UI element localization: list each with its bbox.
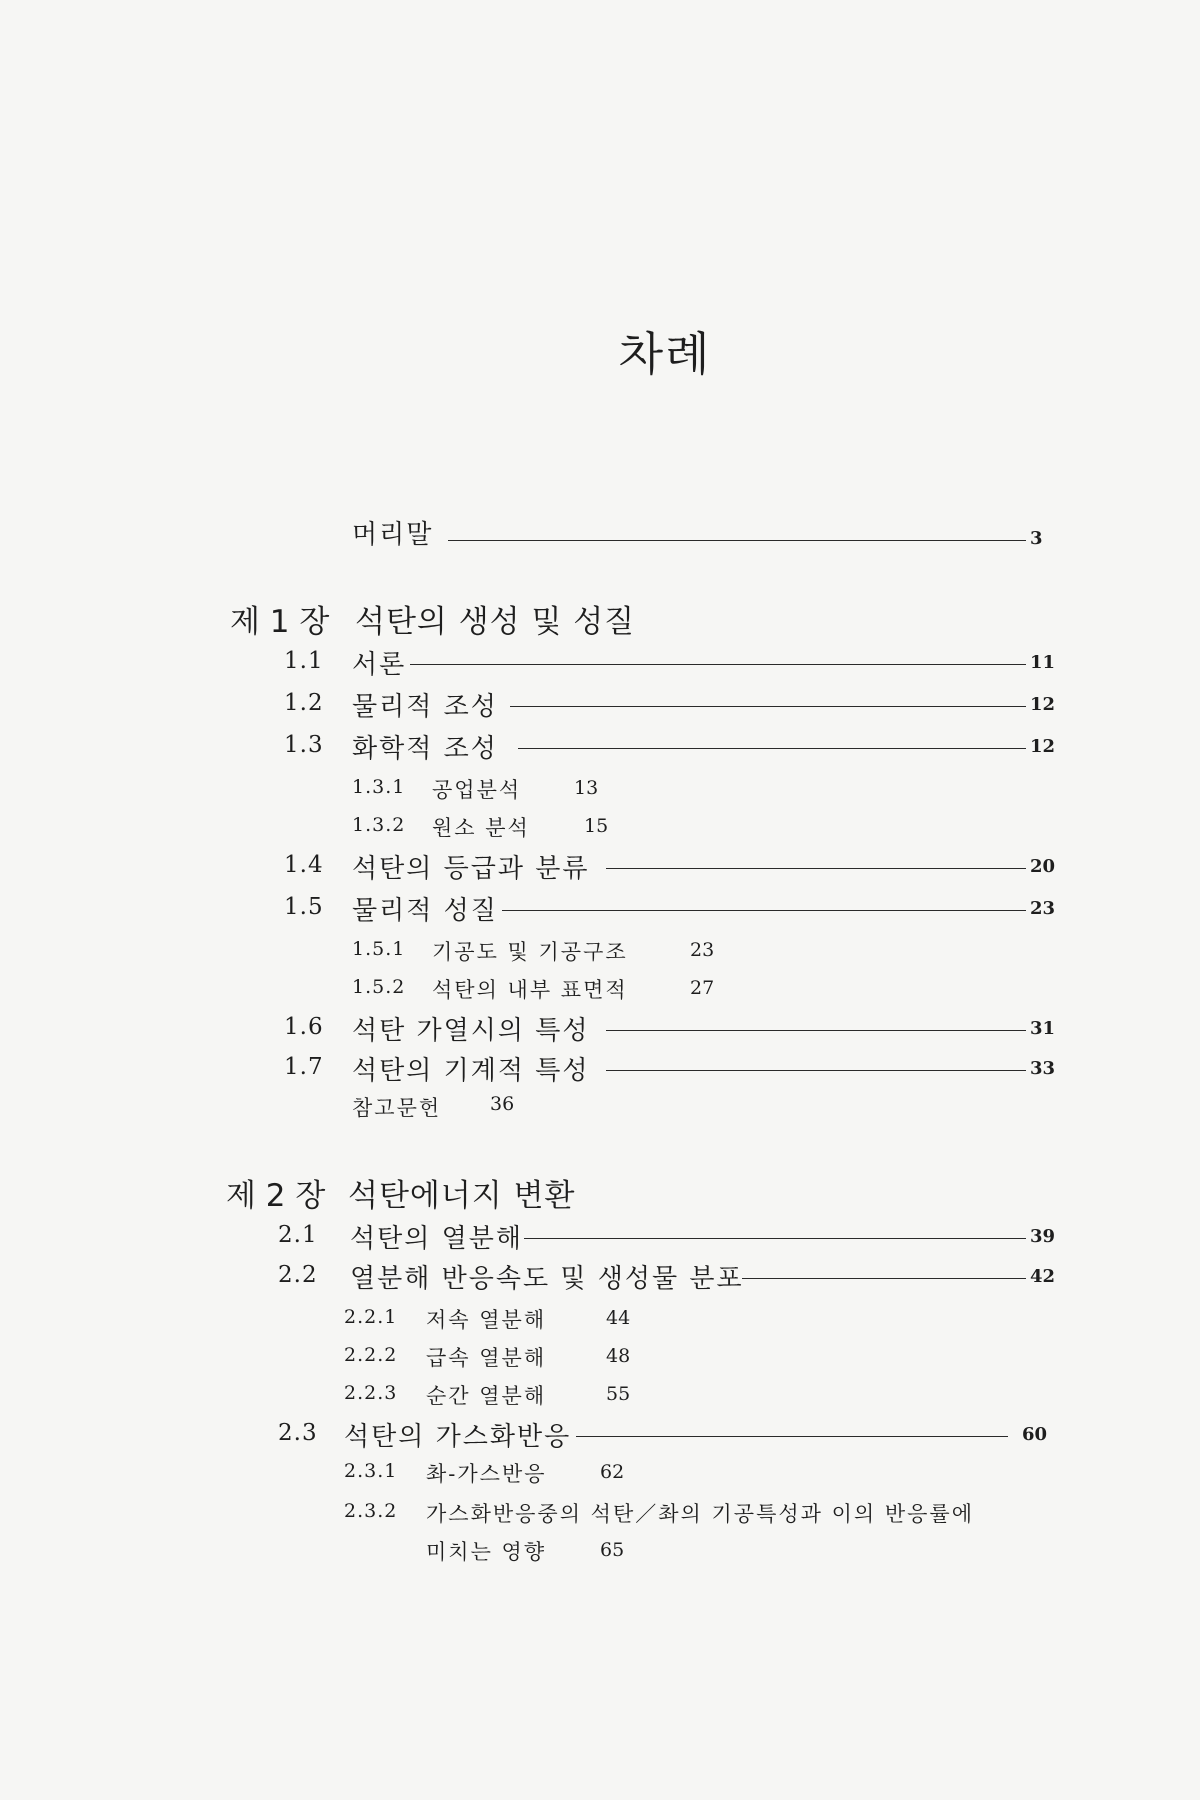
subsection-number: 2.2.3 [344, 1382, 398, 1404]
subsection-number: 2.3.2 [344, 1500, 398, 1522]
subsection-title: 원소 분석 [432, 816, 530, 840]
section-number: 1.4 [284, 852, 324, 878]
leader-line [524, 1238, 1026, 1239]
section-number: 1.5 [284, 894, 324, 920]
leader-line [742, 1278, 1026, 1279]
leader-line [606, 1030, 1026, 1031]
section-page: 42 [1030, 1266, 1056, 1287]
references-title: 참고문헌 [352, 1096, 442, 1120]
section-number: 2.3 [278, 1420, 318, 1446]
section-page: 31 [1030, 1018, 1056, 1039]
section-number: 1.6 [284, 1014, 324, 1040]
section-page: 33 [1030, 1058, 1056, 1079]
leader-line [518, 748, 1026, 749]
subsection-title: 순간 열분해 [426, 1384, 547, 1408]
page-title: 차례 [618, 327, 712, 381]
section-number: 1.2 [284, 690, 324, 716]
leader-line [606, 1070, 1026, 1071]
subsection-page: 44 [606, 1307, 631, 1329]
subsection-number: 2.2.1 [344, 1306, 398, 1328]
subsection-title: 가스화반응중의 석탄／촤의 기공특성과 이의 반응률에 [426, 1502, 974, 1526]
subsection-title: 석탄의 내부 표면적 [432, 978, 628, 1002]
preface-page: 3 [1030, 528, 1043, 549]
subsection-page: 55 [606, 1383, 631, 1405]
leader-line [502, 910, 1026, 911]
subsection-number: 2.2.2 [344, 1344, 398, 1366]
leader-line [606, 868, 1026, 869]
section-title: 화학적 조성 [352, 734, 498, 764]
subsection-number: 1.5.2 [352, 976, 406, 998]
subsection-title: 공업분석 [432, 778, 522, 802]
leader-line [510, 706, 1026, 707]
section-number: 2.1 [278, 1222, 318, 1248]
subsection-title: 저속 열분해 [426, 1308, 547, 1332]
leader-line [410, 664, 1026, 665]
section-title: 석탄의 열분해 [350, 1224, 523, 1254]
section-title: 열분해 반응속도 및 생성물 분포 [350, 1264, 744, 1294]
subsection-number: 1.5.1 [352, 938, 406, 960]
section-page: 20 [1030, 856, 1056, 877]
preface-title: 머리말 [352, 520, 434, 550]
subsection-page: 65 [600, 1539, 625, 1561]
references-page: 36 [490, 1093, 515, 1115]
section-number: 1.7 [284, 1054, 324, 1080]
section-title: 물리적 조성 [352, 692, 498, 722]
subsection-page: 62 [600, 1461, 625, 1483]
section-title: 물리적 성질 [352, 896, 498, 926]
subsection-page: 15 [584, 815, 609, 837]
subsection-title-continued: 미치는 영향 [426, 1540, 547, 1564]
section-title: 석탄의 기계적 특성 [352, 1056, 590, 1086]
subsection-number: 1.3.1 [352, 776, 406, 798]
subsection-number: 2.3.1 [344, 1460, 398, 1482]
subsection-page: 23 [690, 939, 715, 961]
section-number: 2.2 [278, 1262, 318, 1288]
section-page: 60 [1022, 1424, 1048, 1445]
section-title: 서론 [352, 650, 407, 680]
subsection-number: 1.3.2 [352, 814, 406, 836]
leader-line [448, 540, 1026, 541]
section-number: 1.1 [284, 648, 324, 674]
chapter-label: 제 1 장 [230, 604, 330, 640]
section-number: 1.3 [284, 732, 324, 758]
section-page: 12 [1030, 694, 1056, 715]
chapter-label: 제 2 장 [226, 1178, 326, 1214]
section-title: 석탄의 가스화반응 [344, 1422, 572, 1452]
chapter-title: 석탄에너지 변환 [348, 1178, 576, 1214]
subsection-title: 급속 열분해 [426, 1346, 547, 1370]
chapter-title: 석탄의 생성 및 성질 [355, 604, 636, 640]
subsection-title: 촤-가스반응 [426, 1462, 547, 1486]
leader-line [576, 1436, 1008, 1437]
subsection-page: 48 [606, 1345, 631, 1367]
section-page: 11 [1030, 652, 1056, 673]
section-page: 12 [1030, 736, 1056, 757]
subsection-title: 기공도 및 기공구조 [432, 940, 628, 964]
section-title: 석탄 가열시의 특성 [352, 1016, 590, 1046]
subsection-page: 27 [690, 977, 715, 999]
section-title: 석탄의 등급과 분류 [352, 854, 590, 884]
subsection-page: 13 [574, 777, 599, 799]
section-page: 23 [1030, 898, 1056, 919]
section-page: 39 [1030, 1226, 1056, 1247]
